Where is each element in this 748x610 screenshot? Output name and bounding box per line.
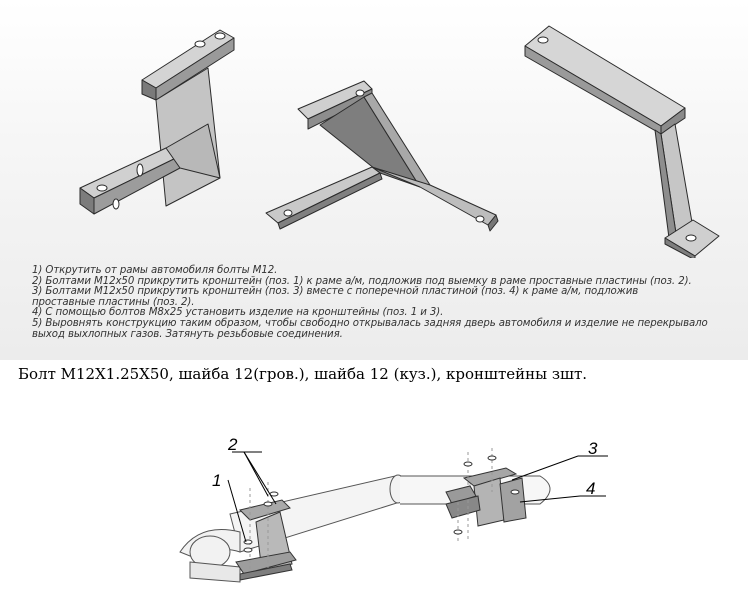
bracket-pos3-drawing: [260, 75, 510, 235]
bracket-pos3-assembly: [446, 448, 526, 544]
instruction-step-3: 3) Болтами М12х50 прикрутить кронштейн (поз. 3) вместе с поперечной пластиной (поз. 4) к раме а/м, подложив: [32, 286, 639, 298]
parts-list: Болт М12X1.25X50, шайба 12(гров.), шайба 12 (куз.), кронштейны зшт.: [18, 365, 588, 383]
instruction-step-5-cont: выход выхлопных газов. Затянуть резьбовые соединения.: [32, 328, 343, 340]
installation-instructions: [32, 266, 722, 340]
plate-pos4-drawing: [515, 18, 725, 258]
callout-4: 4: [586, 479, 596, 498]
assembly-drawing: [0, 392, 748, 610]
instruction-step-1: 1) Открутить от рамы автомобиля болты М12.: [32, 265, 278, 276]
callout-3: 3: [588, 439, 598, 458]
exhaust-pipes: [180, 530, 240, 583]
instruction-step-3-cont: проставные пластины (поз. 2).: [32, 296, 195, 308]
bracket-pos1-drawing: [70, 18, 250, 233]
instruction-step-4: 4) С помощью болтов М8х25 установить изделие на кронштейны (поз. 1 и 3).: [32, 307, 444, 319]
instruction-step-5: 5) Выровнять конструкцию таким образом, чтобы свободно открывалась задняя дверь автомобиля и изделие не перекрывало: [32, 317, 708, 329]
instruction-step-2: 2) Болтами М12х50 прикрутить кронштейн (поз. 1) к раме а/м, подложив под выемку в раме проставные пластины (поз. 2).: [32, 275, 692, 287]
callout-2: 2: [228, 435, 238, 454]
callout-1: 1: [212, 471, 222, 490]
